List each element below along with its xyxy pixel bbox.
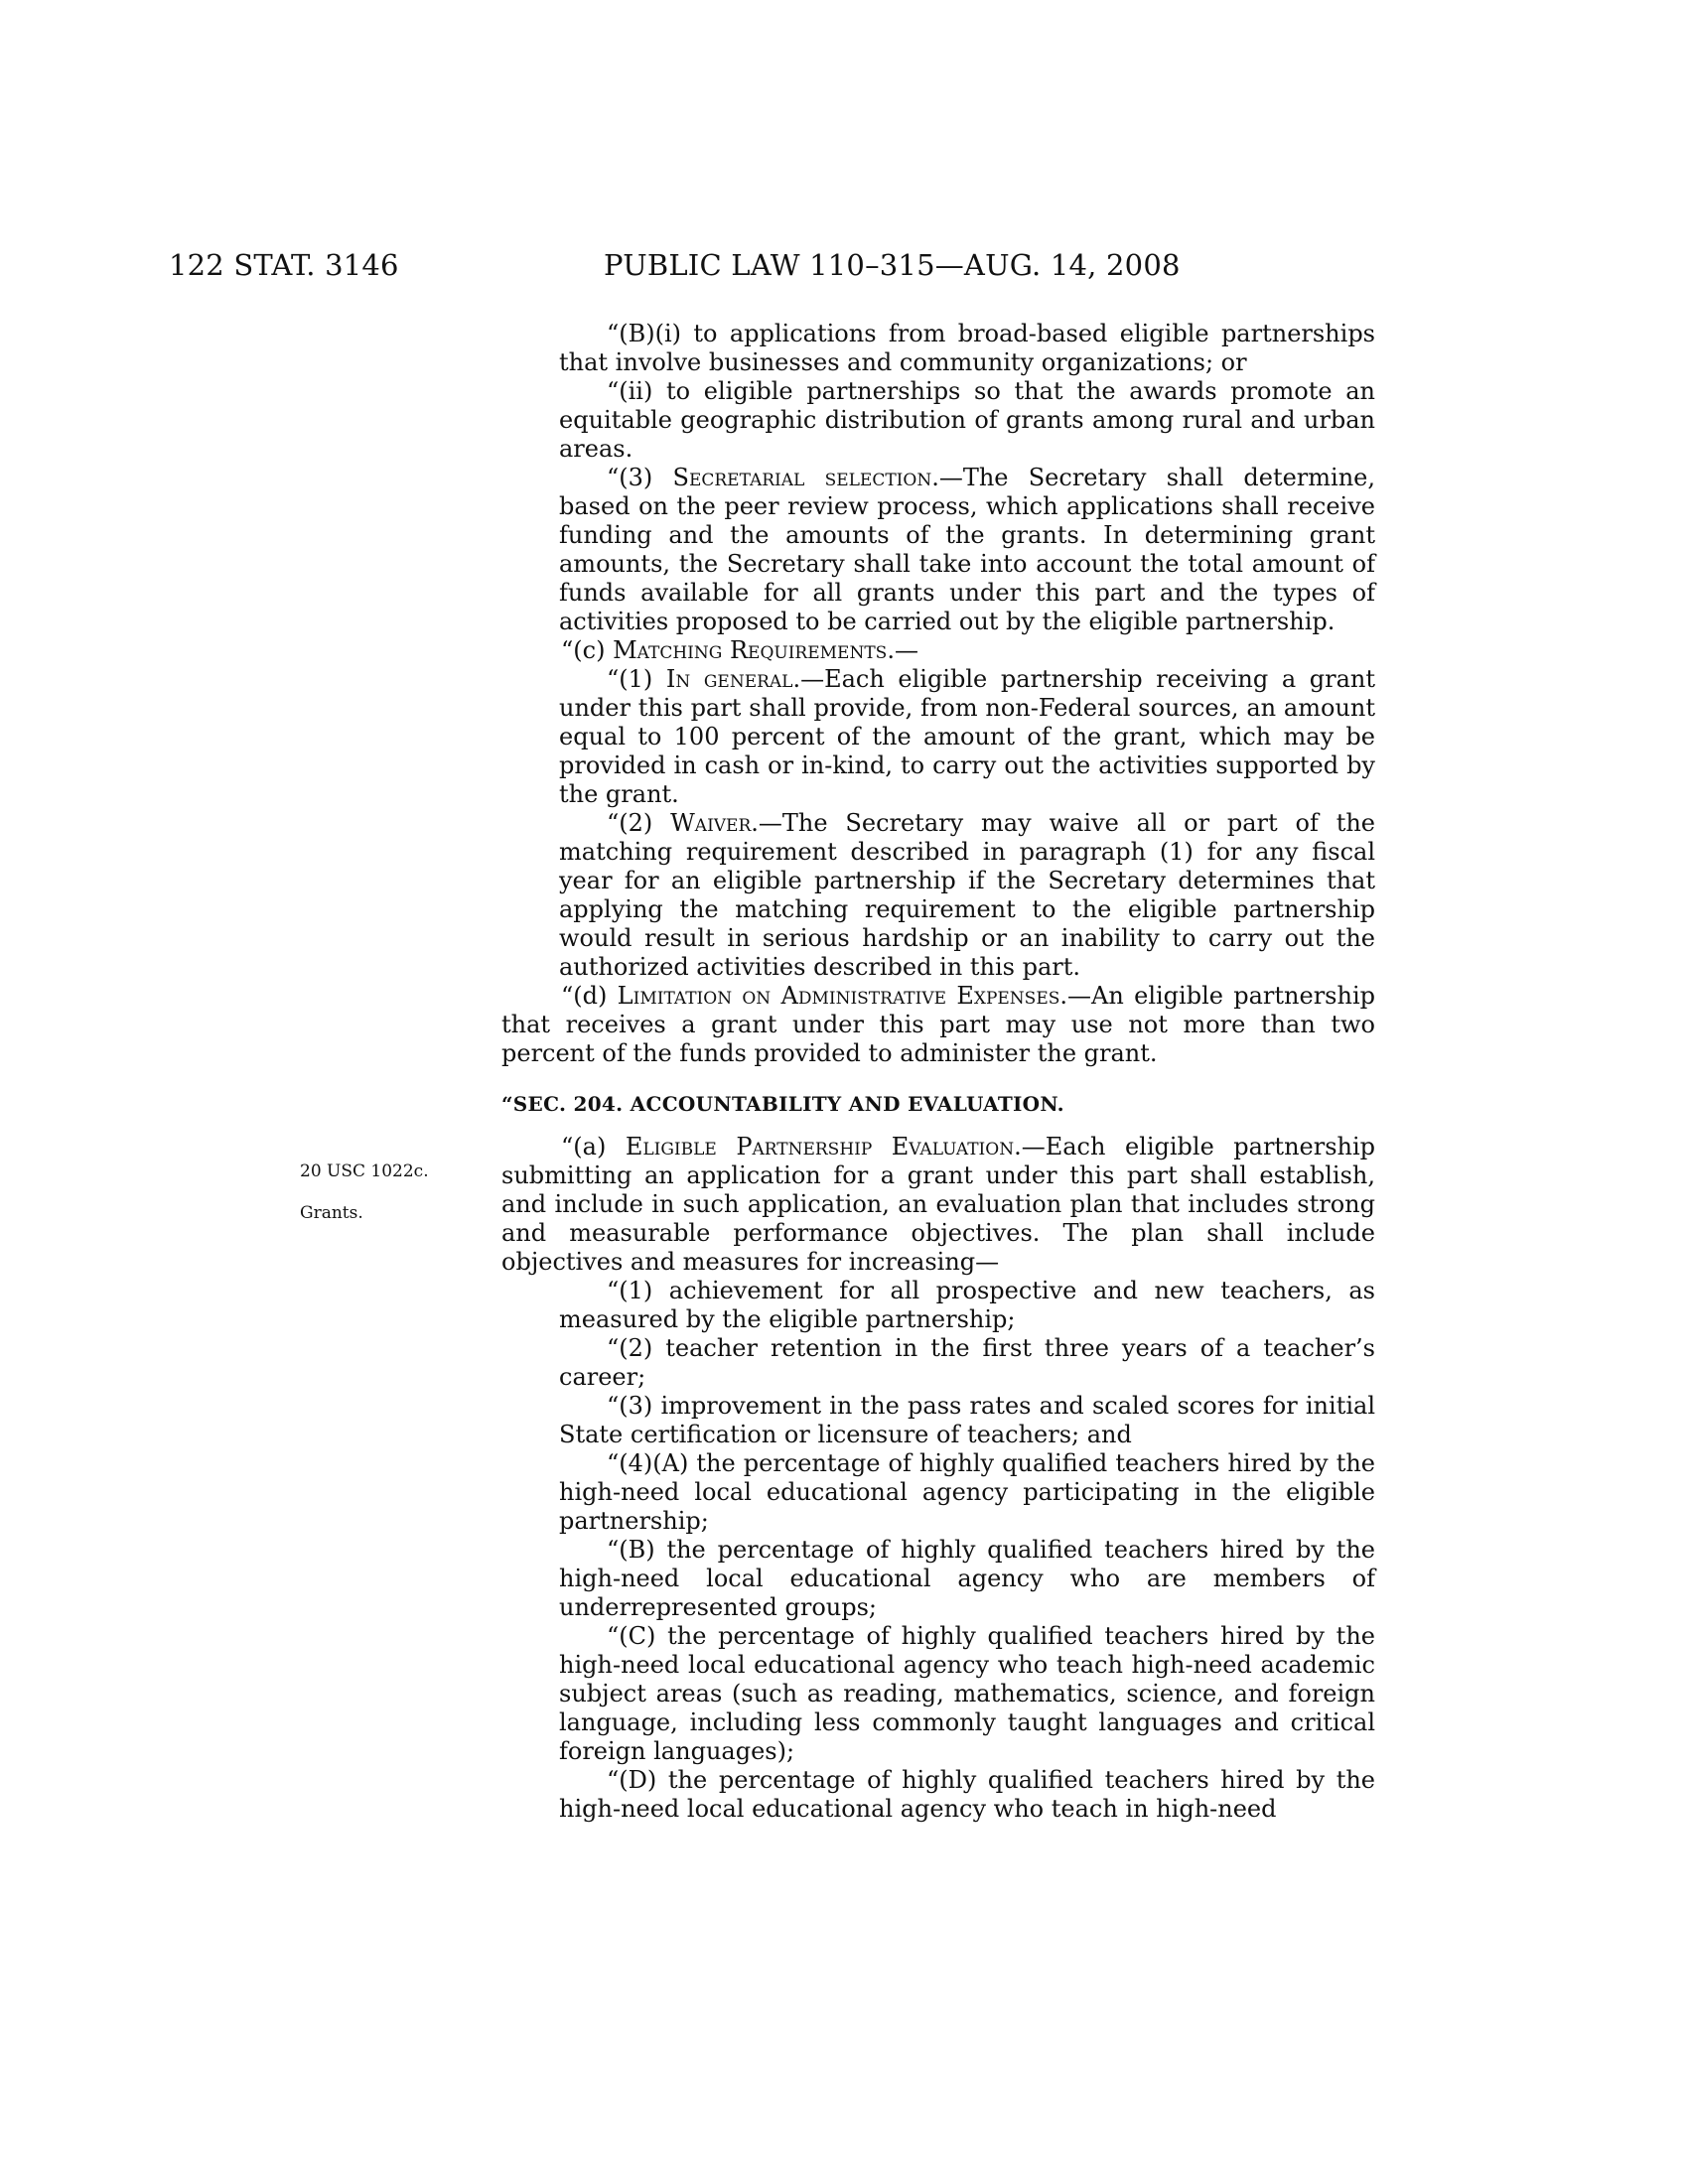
paragraph-heading: Secretarial selection xyxy=(672,464,932,491)
paragraph-heading: Eligible Partnership Evaluation xyxy=(625,1133,1015,1160)
subsection-a-evaluation xyxy=(501,1133,1375,1277)
paragraph-lead: “(a) xyxy=(561,1133,626,1160)
running-header-title: PUBLIC LAW 110–315—AUG. 14, 2008 xyxy=(604,248,1181,282)
paragraph-text: .—Each eligible partnership submitting an application for a grant under this part shall establish, and include in such application, an evaluation plan that includes strong and measurable performance objectives. The plan shall include objectives and measures for increasing— xyxy=(501,1133,1376,1276)
margin-note-usc: 20 USC 1022c. xyxy=(300,1161,429,1181)
subsection-c-matching xyxy=(501,636,1375,665)
paragraph-a2: “(2) teacher retention in the first three years of a teacher’s career; xyxy=(559,1334,1375,1391)
margin-note-grants: Grants. xyxy=(300,1203,363,1223)
subsection-d-limitation xyxy=(501,982,1375,1068)
paragraph-a3: “(3) improvement in the pass rates and scaled scores for initial State certification or licensure of teachers; and xyxy=(559,1392,1375,1448)
paragraph-lead: “(1) xyxy=(607,665,666,693)
paragraph-ii: “(ii) to eligible partnerships so that the awards promote an equitable geographic distribution of grants among rural and urban areas. xyxy=(559,377,1375,463)
paragraph-3-secretarial-selection xyxy=(501,464,1375,636)
paragraph-heading: Limitation on Administrative Expenses xyxy=(617,982,1060,1010)
paragraph-lead: “(d) xyxy=(561,982,618,1010)
paragraph-heading: In general xyxy=(665,665,793,693)
paragraph-lead: “(2) xyxy=(607,809,671,837)
paragraph-a4B: “(B) the percentage of highly qualified teachers hired by the high-need local educational agency who are members of underrepresented groups; xyxy=(559,1536,1375,1621)
section-204-heading: “SEC. 204. ACCOUNTABILITY AND EVALUATION. xyxy=(501,1092,1064,1116)
paragraph-text: .—An eligible partnership that receives a grant under this part may use not more than two percent of the funds provided to administer the grant. xyxy=(501,982,1375,1067)
paragraph-a4D: “(D) the percentage of highly qualified teachers hired by the high-need local educational agency who teach in high-need xyxy=(559,1766,1375,1823)
paragraph-lead: “(c) xyxy=(561,636,614,664)
paragraph-c1-in-general xyxy=(501,665,1375,809)
paragraph-text: .— xyxy=(887,636,918,664)
paragraph-heading: Matching Requirements xyxy=(613,636,888,664)
paragraph-text: .—The Secretary may waive all or part of the matching requirement described in paragraph (1) for any fiscal year for an eligible partnership if the Secretary determines that applying the matching requirement to the eligible partnership would result in serious hardship or an inability to carry out the authorized activities described in this part. xyxy=(559,809,1375,981)
paragraph-c2-waiver xyxy=(501,809,1375,982)
body-text xyxy=(501,320,1375,1824)
paragraph-lead: “(3) xyxy=(607,464,673,491)
paragraph-text: .—Each eligible partnership receiving a grant under this part shall provide, from non-Federal sources, an amount equal to 100 percent of the amount of the grant, which may be provided in cash or in-kind, to carry out the activities supported by the grant. xyxy=(559,665,1375,808)
paragraph-a4A: “(4)(A) the percentage of highly qualified teachers hired by the high-need local educational agency participating in the eligible partnership; xyxy=(559,1449,1375,1535)
paragraph-heading: Waiver xyxy=(670,809,752,837)
paragraph-a1: “(1) achievement for all prospective and new teachers, as measured by the eligible partnership; xyxy=(559,1277,1375,1333)
paragraph-text: .—The Secretary shall determine, based on the peer review process, which applications shall receive funding and the amounts of the grants. In determining grant amounts, the Secretary shall take into account the total amount of funds available for all grants under this part and the types of activities proposed to be carried out by the eligible partnership. xyxy=(559,464,1375,635)
statute-page-reference: 122 STAT. 3146 xyxy=(169,248,399,282)
paragraph-a4C: “(C) the percentage of highly qualified teachers hired by the high-need local educational agency who teach high-need academic subject areas (such as reading, mathematics, science, and foreign language, including less commonly taught languages and critical foreign languages); xyxy=(559,1622,1375,1765)
paragraph-b-i: “(B)(i) to applications from broad-based eligible partnerships that involve businesses and community organizations; or xyxy=(559,320,1375,376)
